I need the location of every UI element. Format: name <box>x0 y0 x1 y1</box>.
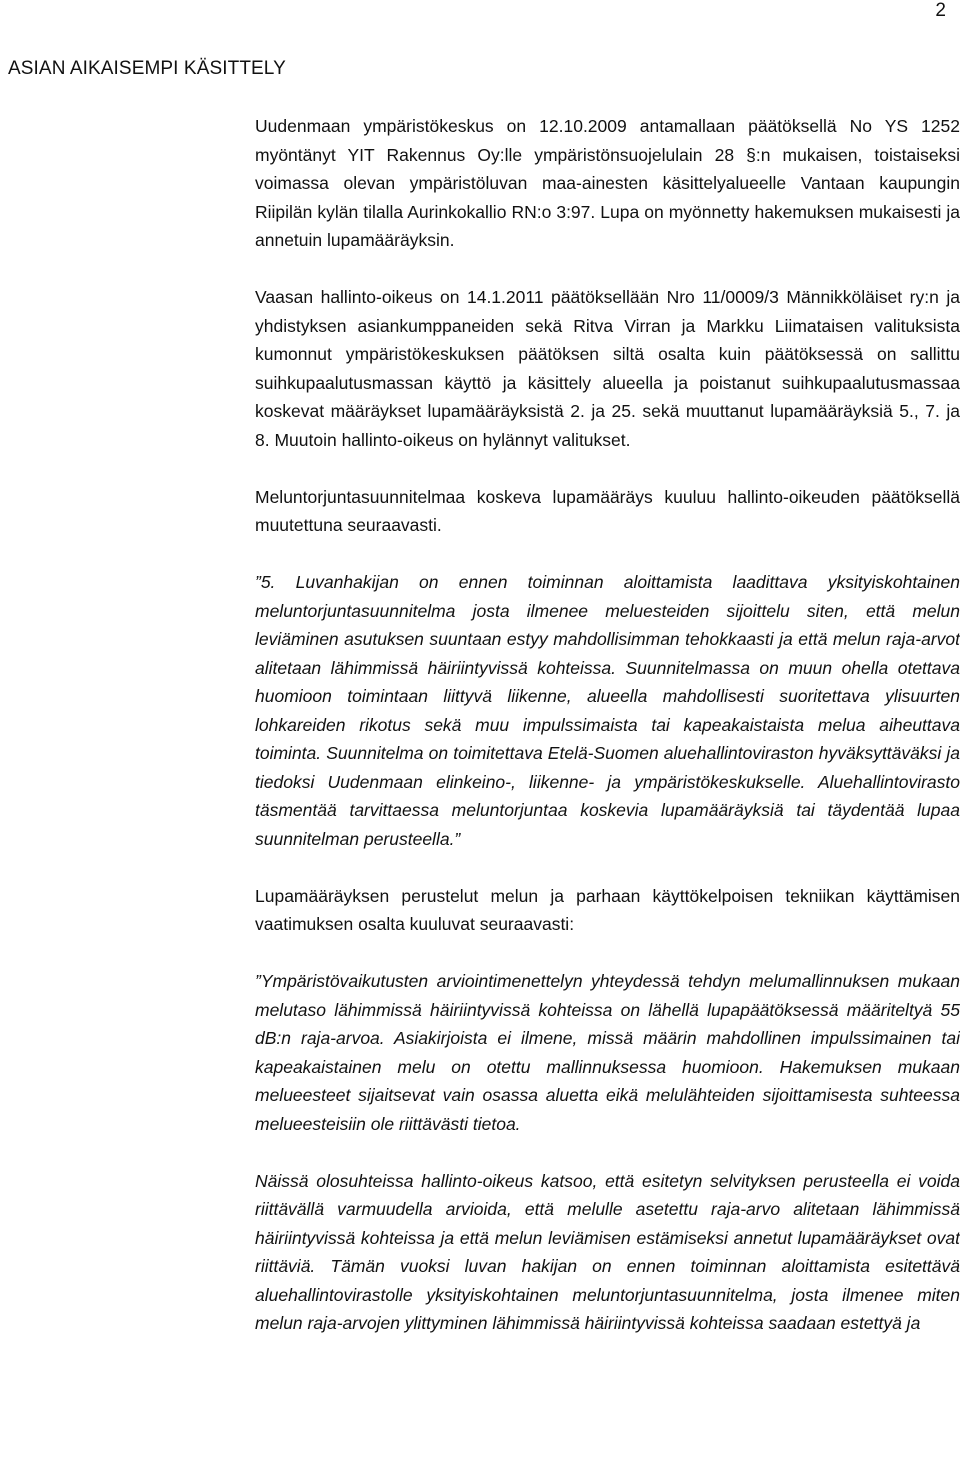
paragraph-previous-decision: Uudenmaan ympäristökeskus on 12.10.2009 antamallaan päätöksellä No YS 1252 myöntänyt YIT Rakennus Oy:lle ympäristönsuojelulain 28 §:n mukaisen, toistaiseksi voimassa olevan ympäristöluvan maa-ainesten käsittelyalueelle Vantaan kaupungin Riipilän kylän tilalla Aurinkokallio RN:o 3:97. Lupa on myönnetty hakemuksen mukaisesti ja annetuin lupamääräyksin. <box>255 116 960 250</box>
paragraph-court-decision: Vaasan hallinto-oikeus on 14.1.2011 päätöksellään Nro 11/0009/3 Männikköläiset ry:n ja yhdistyksen asiankumppaneiden sekä Ritva Virran ja Markku Liimataisen valituksista kumonnut ympäristökeskuksen päätöksen siltä osalta kuin päätöksessä on sallittu suihkupaalutusmassan käyttö ja käsittely alueella ja poistanut suihkupaalutusmassaa koskevat määräykset lupamääräyksistä 2. ja 25. sekä muuttanut lupamääräyksiä 5., 7. ja 8. Muutoin hallinto-oikeus on hylännyt valitukset. <box>255 287 960 450</box>
paragraph-noise-plan-intro: Meluntorjuntasuunnitelmaa koskeva lupamääräys kuuluu hallinto-oikeuden päätöksellä muutettuna seuraavasti. <box>255 486 960 535</box>
paragraph-reasoning-quote-2: Näissä olosuhteissa hallinto-oikeus katsoo, että esitetyn selvityksen perusteella ei voida riittävällä varmuudella arvioida, että melulle asetettu raja-arvo alitetaan lähimmissä häiriintyvissä kohteissa ja että melun leviämisen estämiseksi annetut lupamääräykset ovat riittäviä. Tämän vuoksi luvan hakijan on ennen toiminnan aloittamista esitettävä aluehallintovirastolle yksityiskohtainen meluntorjuntasuunnitelma, josta ilmenee miten melun raja-arvojen ylittyminen lähimmissä häiriintyvissä kohteissa saadaan estettyä ja <box>255 1170 960 1333</box>
document-body <box>255 112 960 1366</box>
section-heading: ASIAN AIKAISEMPI KÄSITTELY <box>8 58 286 79</box>
page-number: 2 <box>935 0 946 21</box>
paragraph-reasoning-intro: Lupamääräyksen perustelut melun ja parhaan käyttökelpoisen tekniikan käyttämisen vaatimuksen osalta kuuluvat seuraavasti: <box>255 885 960 934</box>
paragraph-condition-5-quote: ”5. Luvanhakijan on ennen toiminnan aloittamista laadittava yksityiskohtainen meluntorjuntasuunnitelma josta ilmenee meluesteiden sijoittelu siten, että melun leviäminen asutuksen suuntaan estyy mahdollisimman tehokkaasti ja että melun raja-arvot alitetaan lähimmissä häiriintyvissä kohteissa. Suunnitelmassa on muun ohella otettava huomioon toimintaan liittyvä liikenne, alueella mahdollisesti suoritettava ylisuurten lohkareiden rikotus sekä muu impulssimaista tai kapeakaistaista melua aiheuttava toiminta. Suunnitelma on toimitettava Etelä-Suomen aluehallintoviraston hyväksyttäväksi ja tiedoksi Uudenmaan elinkeino-, liikenne- ja ympäristökeskukselle. Aluehallintovirasto täsmentää tarvittaessa meluntorjuntaa koskevia lupamääräyksiä tai täydentää lupaa suunnitelman perusteella.” <box>255 572 960 849</box>
paragraph-reasoning-quote-1: ”Ympäristövaikutusten arviointimenettelyn yhteydessä tehdyn melumallinnuksen mukaan melutaso lähimmissä häiriintyvissä kohteissa on lähellä lupapäätöksessä määriteltyä 55 dB:n raja-arvoa. Asiakirjoista ei ilmene, missä määrin mahdollinen impulssimainen tai kapeakaistainen melu on otettu mallinnuksessa huomioon. Hakemuksen mukaan melueesteet sijaitsevat vain osassa aluetta eikä melulähteiden sijoittamisesta suhteessa melueesteisiin ole riittävästi tietoa. <box>255 971 960 1134</box>
